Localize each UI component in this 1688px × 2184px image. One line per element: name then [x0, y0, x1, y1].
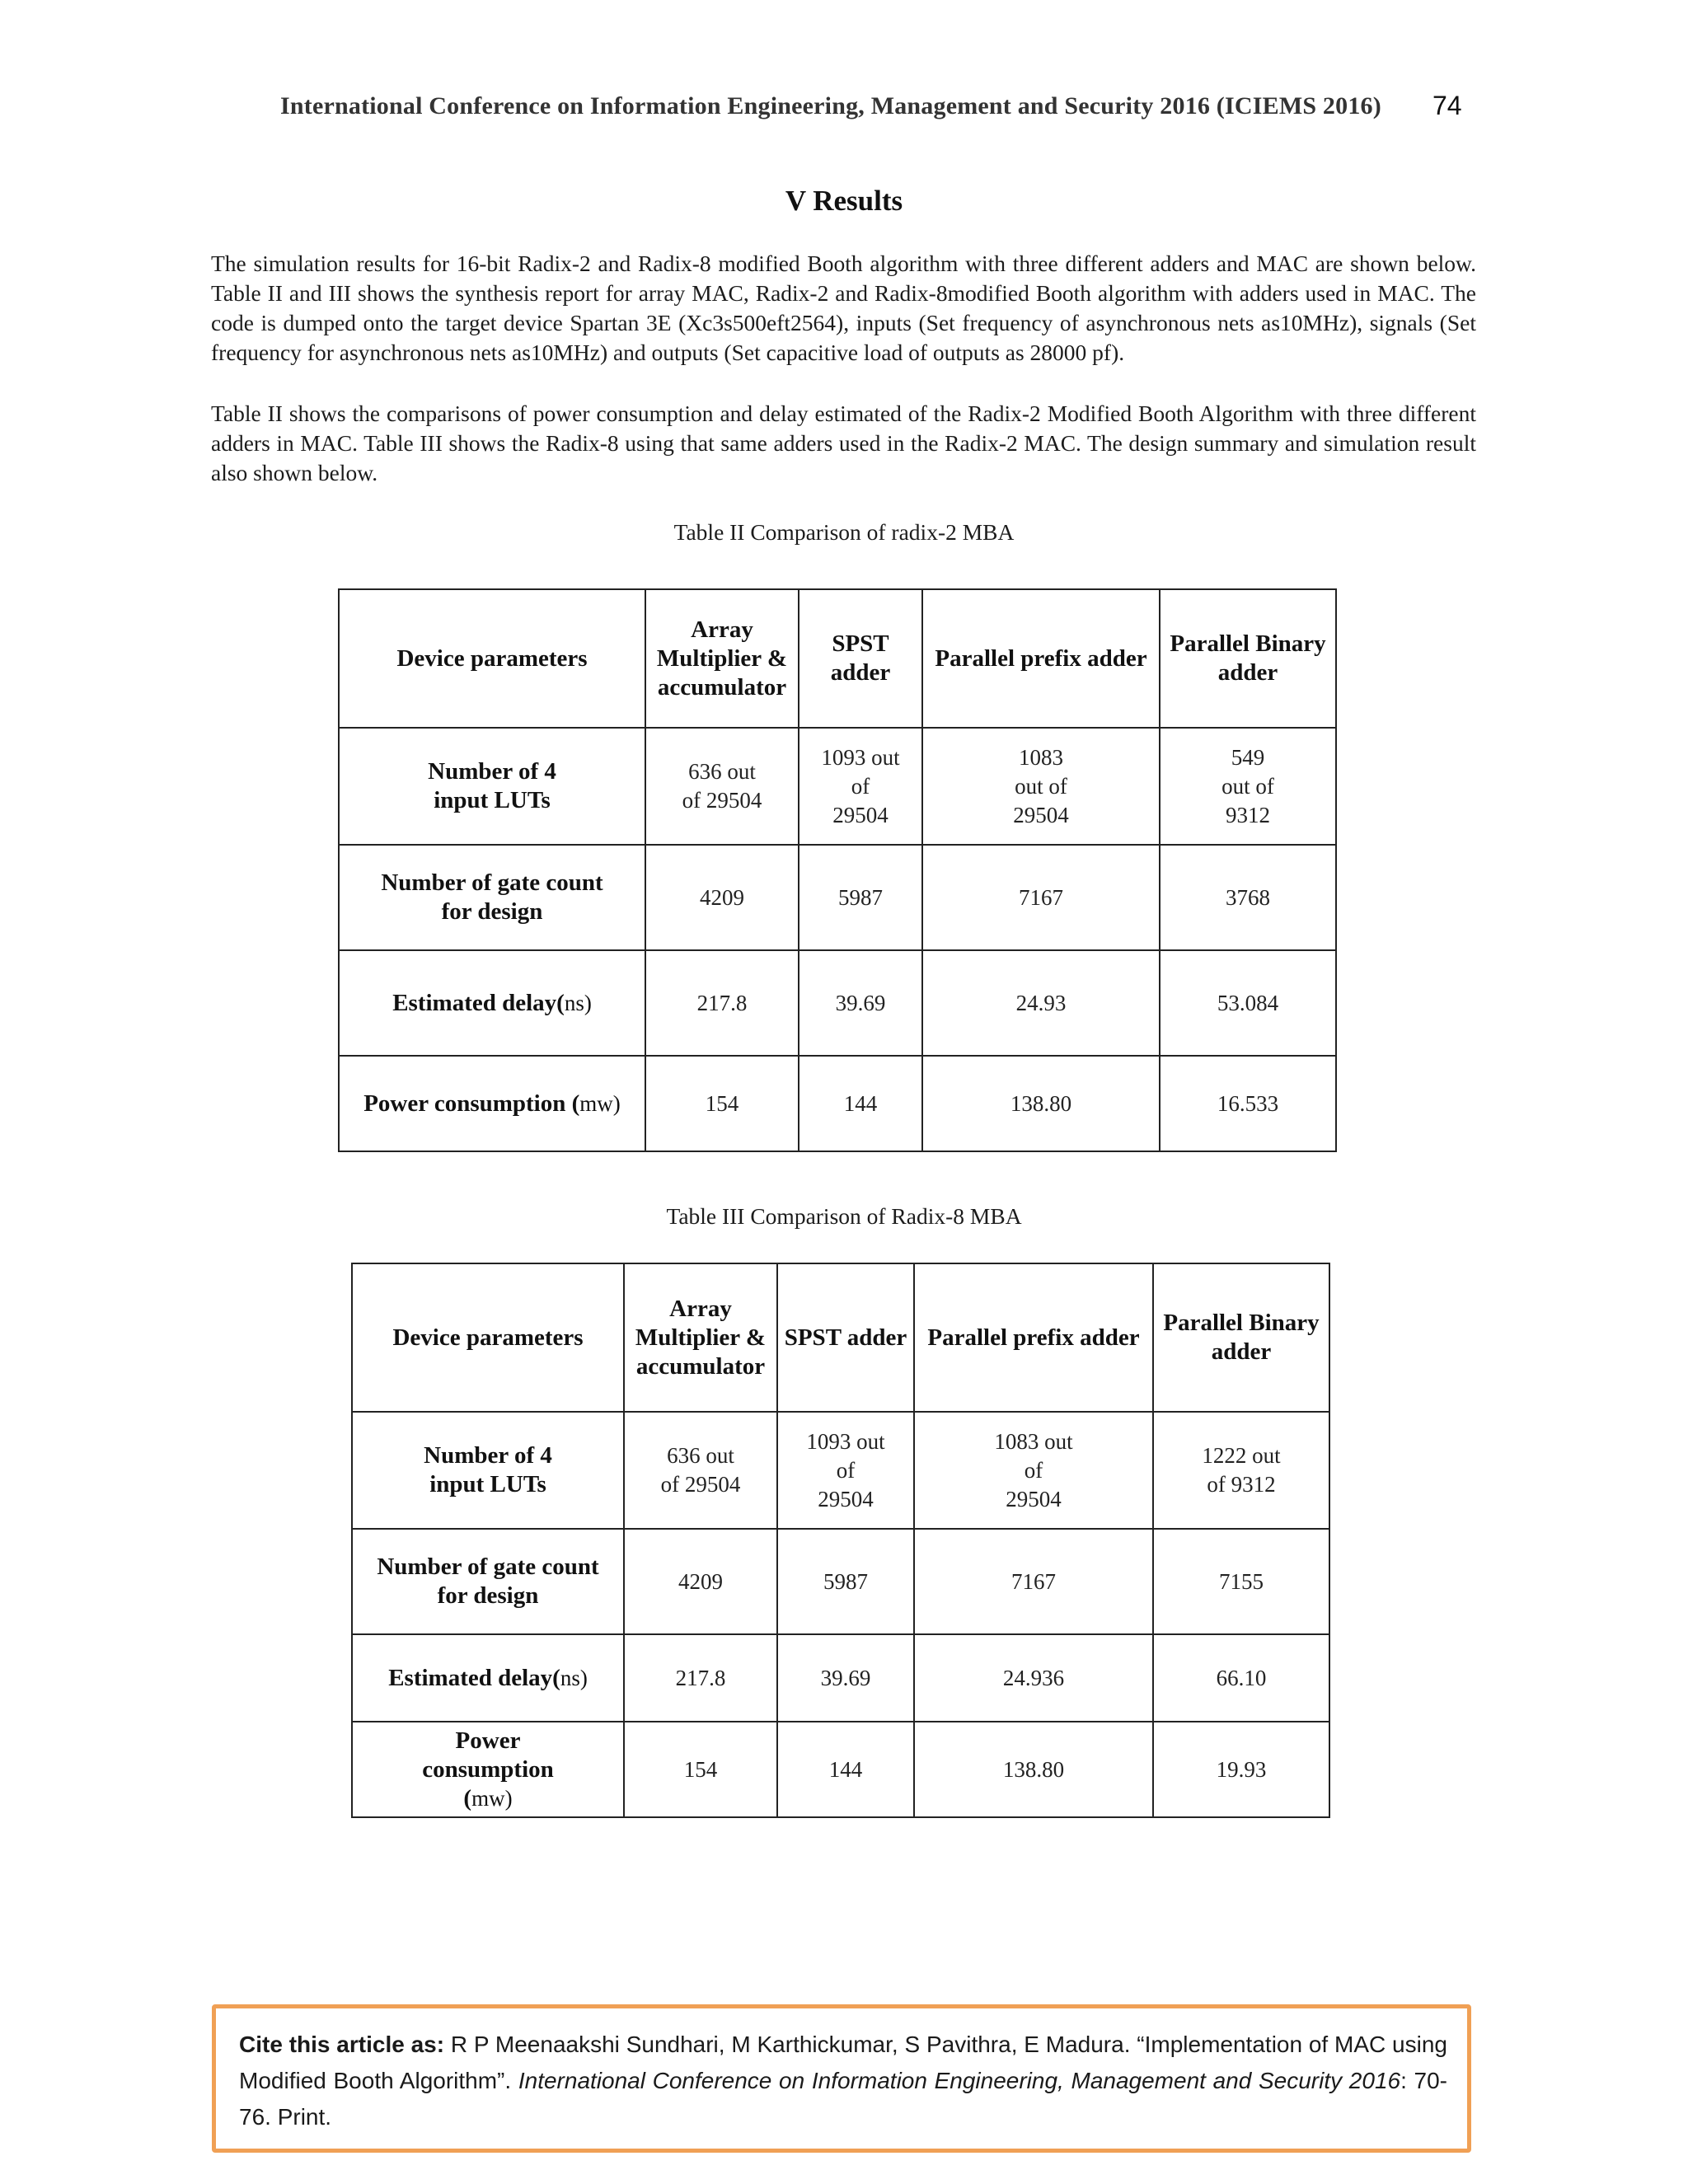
table-cell: 636 out of 29504 [624, 1412, 777, 1529]
header-cell: Device parameters [339, 589, 645, 728]
table-cell: 16.533 [1160, 1056, 1336, 1151]
table-row [339, 845, 1336, 950]
table-cell: 4209 [645, 845, 799, 950]
table-row [352, 1529, 1329, 1634]
row-label: Power consumption (mw) [352, 1722, 624, 1817]
table-cell: 24.936 [914, 1634, 1153, 1722]
table-radix2-comparison [338, 588, 1337, 1152]
table-cell: 5987 [777, 1529, 914, 1634]
running-header: International Conference on Information Engineering, Management and Security 2016 (ICIEMS 2016) [280, 92, 1381, 120]
table-cell: 1083 out of 29504 [922, 728, 1160, 845]
citation-venue: International Conference on Information Engineering, Management and Security 2016 [518, 2068, 1401, 2093]
table-cell: 1083 out of 29504 [914, 1412, 1153, 1529]
table-cell: 53.084 [1160, 950, 1336, 1056]
table-row [339, 950, 1336, 1056]
row-label: Number of gate count for design [352, 1529, 624, 1634]
row-label: Estimated delay(ns) [352, 1634, 624, 1722]
row-label: Power consumption (mw) [339, 1056, 645, 1151]
header-cell: Parallel Binary adder [1153, 1263, 1329, 1412]
citation-box [212, 2004, 1471, 2153]
row-label: Number of gate count for design [339, 845, 645, 950]
table-row [352, 1634, 1329, 1722]
table3-caption: Table III Comparison of Radix-8 MBA [666, 1203, 1022, 1229]
table-cell: 7167 [922, 845, 1160, 950]
table-cell: 24.93 [922, 950, 1160, 1056]
table-cell: 154 [645, 1056, 799, 1151]
table-cell: 5987 [799, 845, 922, 950]
citation-authors: R P Meenaakshi Sundhari, M Karthickumar, S Pavithra, E Madura. “Implementation of MAC using Modified Booth Algorithm”. [239, 2032, 1447, 2093]
table-cell: 144 [799, 1056, 922, 1151]
table-header-row [339, 589, 1336, 728]
table-cell: 1222 out of 9312 [1153, 1412, 1329, 1529]
table-cell: 66.10 [1153, 1634, 1329, 1722]
header-cell: Array Multiplier & accumulator [645, 589, 799, 728]
table-cell: 3768 [1160, 845, 1336, 950]
table-cell: 7167 [914, 1529, 1153, 1634]
table-cell: 144 [777, 1722, 914, 1817]
table-cell: 1093 out of 29504 [777, 1412, 914, 1529]
paragraph-comparison: Table II shows the comparisons of power consumption and delay estimated of the Radix-2 Modified Booth Algorithm with three different adders in MAC. Table III shows the Radix-8 using that same adders used in the Radix-2 MAC. The design summary and simulation result also shown below. [211, 401, 1476, 485]
header-cell: Parallel prefix adder [922, 589, 1160, 728]
table-cell: 138.80 [922, 1056, 1160, 1151]
table-cell: 217.8 [645, 950, 799, 1056]
header-cell: Device parameters [352, 1263, 624, 1412]
table-header-row [352, 1263, 1329, 1412]
table-cell: 7155 [1153, 1529, 1329, 1634]
row-label: Estimated delay(ns) [339, 950, 645, 1056]
table-row [339, 728, 1336, 845]
table-cell: 636 out of 29504 [645, 728, 799, 845]
table-cell: 1093 out of 29504 [799, 728, 922, 845]
table-cell: 19.93 [1153, 1722, 1329, 1817]
row-label: Number of 4 input LUTs [339, 728, 645, 845]
table-row [352, 1722, 1329, 1817]
citation-label: Cite this article as: [239, 2032, 445, 2057]
table-radix8-comparison [351, 1263, 1330, 1818]
table-cell: 549 out of 9312 [1160, 728, 1336, 845]
table-cell: 138.80 [914, 1722, 1153, 1817]
header-cell: Array Multiplier & accumulator [624, 1263, 777, 1412]
header-cell: Parallel Binary adder [1160, 589, 1336, 728]
table2-caption: Table II Comparison of radix-2 MBA [673, 519, 1015, 545]
header-cell: SPST adder [777, 1263, 914, 1412]
section-title: V Results [785, 185, 903, 217]
citation-pages: : 70-76. Print. [239, 2068, 1448, 2130]
table-row [352, 1412, 1329, 1529]
row-label: Number of 4 input LUTs [352, 1412, 624, 1529]
page-number: 74 [1432, 91, 1462, 120]
header-cell: SPST adder [799, 589, 922, 728]
table-row [339, 1056, 1336, 1151]
header-cell: Parallel prefix adder [914, 1263, 1153, 1412]
table-cell: 4209 [624, 1529, 777, 1634]
paragraph-intro: The simulation results for 16-bit Radix-2 and Radix-8 modified Booth algorithm with three different adders and MAC are shown below. Table II and III shows the synthesis report for array MAC, Radix-2 and Radix-8modified Booth algorithm with adders used in MAC. The code is dumped onto the target device Spartan 3E (Xc3s500eft2564), inputs (Set frequency of asynchronous nets as10MHz), signals (Set frequency for asynchronous nets as10MHz) and outputs (Set capacitive load of outputs as 28000 pf). [211, 251, 1476, 365]
table-cell: 154 [624, 1722, 777, 1817]
table-cell: 39.69 [777, 1634, 914, 1722]
table-cell: 39.69 [799, 950, 922, 1056]
table-cell: 217.8 [624, 1634, 777, 1722]
